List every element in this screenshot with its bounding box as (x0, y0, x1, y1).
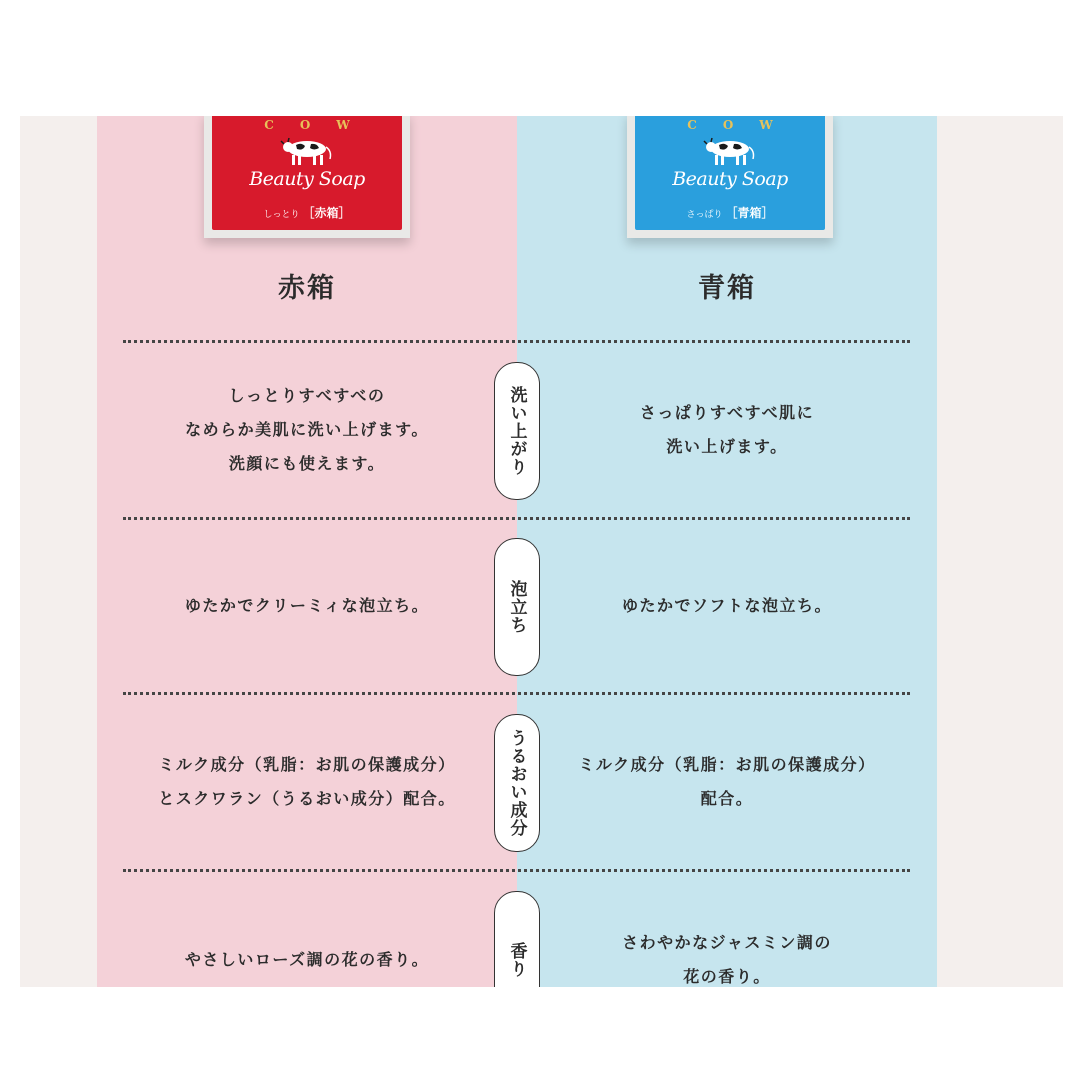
red-soap-box-image (204, 116, 410, 238)
blue-moisture-text: ミルク成分（乳脂：お肌の保護成分） 配合。 (578, 754, 876, 808)
row-label-scent: 香り (494, 891, 540, 987)
row-divider (123, 869, 910, 872)
red-scent-text: やさしいローズ調の花の香り。 (184, 950, 430, 969)
cow-logo-letters: C O W (687, 118, 773, 132)
row-label-wash-finish: 洗い上がり (494, 362, 540, 500)
blue-lather-text: ゆたかでソフトな泡立ち。 (621, 595, 832, 615)
red-wash-finish-text: しっとりすべすべの なめらか美肌に洗い上げます。 洗顔にも使えます。 (185, 385, 429, 473)
blue-box-title: 青箱 (698, 273, 756, 304)
cow-icon (703, 136, 759, 166)
red-lather-text: ゆたかでクリーミィな泡立ち。 (184, 595, 430, 615)
red-box-title: 赤箱 (278, 273, 336, 304)
comparison-frame (20, 116, 1063, 987)
box-tagline: さっぱり ［青箱］ (686, 206, 774, 220)
blue-soap-box-image (627, 116, 833, 238)
box-tagline: しっとり ［赤箱］ (263, 206, 351, 220)
cow-logo-letters: C O W (264, 118, 350, 132)
brand-name: Beauty Soap (249, 168, 365, 190)
row-label-lather: 泡立ち (494, 538, 540, 676)
brand-name: Beauty Soap (672, 168, 788, 190)
blue-scent-text: さわやかなジャスミン調の 花の香り。 (622, 933, 832, 986)
red-moisture-text: ミルク成分（乳脂：お肌の保護成分） とスクワラン（うるおい成分）配合。 (158, 754, 456, 808)
blue-wash-finish-text: さっぱりすべすべ肌に 洗い上げます。 (639, 402, 815, 456)
cow-icon (280, 136, 336, 166)
row-label-moisture: うるおい成分 (494, 714, 540, 852)
